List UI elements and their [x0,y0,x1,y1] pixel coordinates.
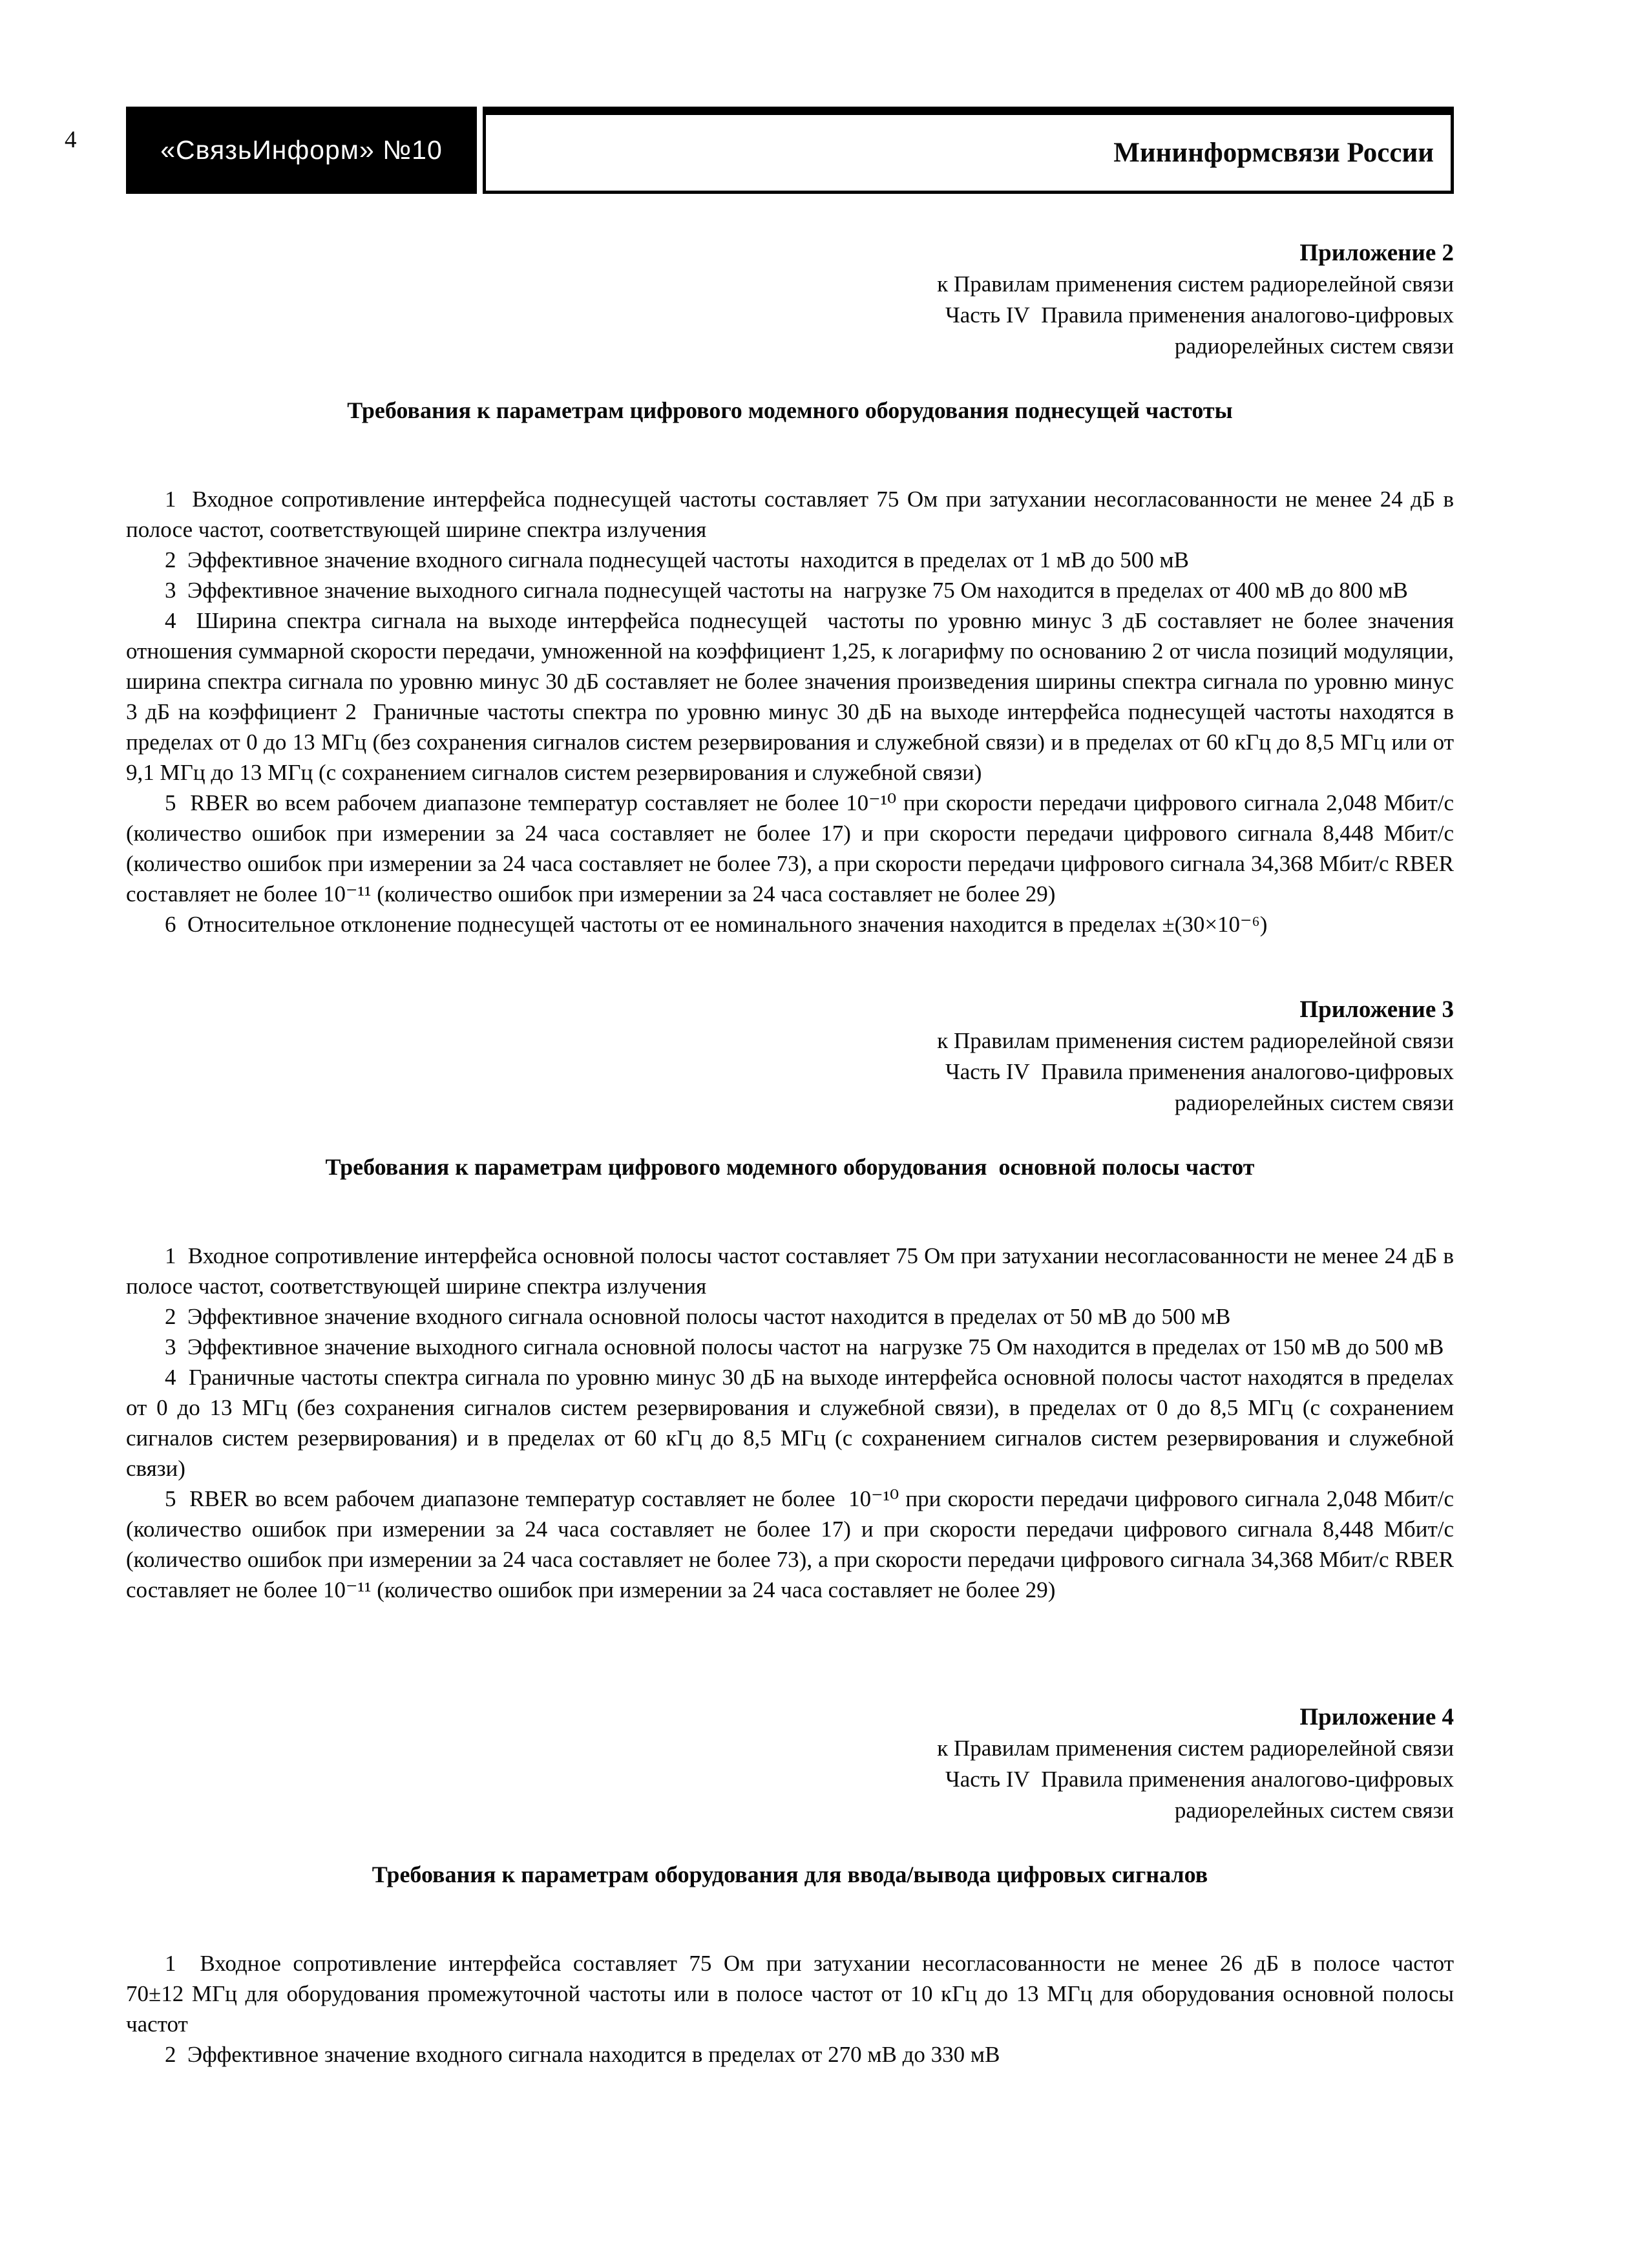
appendix-ref-line: к Правилам применения систем радиорелейной связи [937,271,1454,297]
appendix-ref-line: к Правилам применения систем радиорелейной связи [937,1736,1454,1761]
paragraph: 5 RBER во всем рабочем диапазоне температур составляет не более 10⁻¹⁰ при скорости передачи цифрового сигнала 2,048 Мбит/с (количество ошибок при измерении за 24 часа составляет не более 17) и при скорости передачи цифрового сигнала 8,448 Мбит/с (количество ошибок при измерении за 24 часа составляет не более 73), а при скорости передачи цифрового сигнала 34,368 Мбит/с RBER составляет не более 10⁻¹¹ (количество ошибок при измерении за 24 часа составляет не более 29) [126,790,1454,907]
page-header [126,107,1454,194]
appendix-title: Требования к параметрам цифрового модемного оборудования поднесущей частоты [347,397,1233,423]
appendix-ref-line: Часть IV Правила применения аналогово-цифровых [945,302,1454,328]
appendix-2 [126,238,1454,940]
journal-badge [126,107,477,194]
paragraph: 2 Эффективное значение входного сигнала основной полосы частот находится в пределах от 50 мВ до 500 мВ [165,1304,1231,1329]
appendix-ref-line: радиорелейных систем связи [1174,1090,1454,1115]
paragraph: 5 RBER во всем рабочем диапазоне температур составляет не более 10⁻¹⁰ при скорости передачи цифрового сигнала 2,048 Мбит/с (количество ошибок при измерении за 24 часа составляет не более 17) и при скорости передачи цифрового сигнала 8,448 Мбит/с (количество ошибок при измерении за 24 часа составляет не более 73), а при скорости передачи цифрового сигнала 34,368 Мбит/с RBER составляет не более 10⁻¹¹ (количество ошибок при измерении за 24 часа составляет не более 29) [126,1486,1454,1602]
appendix-ref-line: Часть IV Правила применения аналогово-цифровых [945,1059,1454,1084]
appendix-ref-line: к Правилам применения систем радиорелейной связи [937,1028,1454,1053]
appendix-ref-line: Часть IV Правила применения аналогово-цифровых [945,1767,1454,1792]
ministry-title: Мининформсвязи России [1113,138,1434,168]
appendix-title: Требования к параметрам оборудования для ввода/вывода цифровых сигналов [372,1862,1208,1887]
appendix-ref-line: радиорелейных систем связи [1174,1798,1454,1823]
paragraph: 4 Ширина спектра сигнала на выходе интерфейса поднесущей частоты по уровню минус 3 дБ составляет не более значения отношения суммарной скорости передачи, умноженной на коэффициент 1,25, к логарифму по основанию 2 от числа позиций модуляции, ширина спектра сигнала по уровню минус 30 дБ составляет не более значения произведения ширины спектра сигнала по уровню минус 3 дБ на коэффициент 2 Граничные частоты спектра по уровню минус 30 дБ на выходе интерфейса поднесущей частоты находятся в пределах от 0 до 13 МГц (без сохранения сигналов систем резервирования и служебной связи) и в пределах от 60 кГц до 8,5 МГц или от 9,1 МГц до 13 МГц (с сохранением сигналов систем резервирования и служебной связи) [126,608,1454,785]
paragraph: 1 Входное сопротивление интерфейса поднесущей частоты составляет 75 Ом при затухании несогласованности не менее 24 дБ в полосе частот, соответствующей ширине спектра излучения [126,487,1454,542]
appendix-4 [126,1702,1454,2070]
ministry-banner [483,107,1454,194]
paragraph: 1 Входное сопротивление интерфейса составляет 75 Ом при затухании несогласованности не менее 26 дБ в полосе частот 70±12 МГц для оборудования промежуточной частоты или в полосе частот от 10 кГц до 13 МГц для оборудования основной полосы частот [126,1951,1454,2037]
appendix-3 [126,994,1454,1605]
paragraph: 2 Эффективное значение входного сигнала поднесущей частоты находится в пределах от 1 мВ до 500 мВ [165,547,1189,572]
paragraph: 6 Относительное отклонение поднесущей частоты от ее номинального значения находится в пределах ±(30×10⁻⁶) [165,912,1268,937]
journal-title: «СвязьИнформ» №10 [160,135,443,165]
paragraph: 1 Входное сопротивление интерфейса основной полосы частот составляет 75 Ом при затухании несогласованности не менее 24 дБ в полосе частот, соответствующей ширине спектра излучения [126,1243,1454,1299]
paragraph: 3 Эффективное значение выходного сигнала основной полосы частот на нагрузке 75 Ом находится в пределах от 150 мВ до 500 мВ [165,1334,1444,1360]
appendix-label: Приложение 3 [1299,996,1454,1023]
paragraph: 4 Граничные частоты спектра сигнала по уровню минус 30 дБ на выходе интерфейса основной полосы частот находятся в пределах от 0 до 13 МГц (без сохранения сигналов систем резервирования и служебной связи), в пределах от 0 до 8,5 МГц (с сохранением сигналов систем резервирования) и в пределах от 60 кГц до 8,5 МГц (с сохранением сигналов систем резервирования и служебной связи) [126,1365,1454,1481]
paragraph: 2 Эффективное значение входного сигнала находится в пределах от 270 мВ до 330 мВ [165,2042,1000,2067]
page-number: 4 [65,127,77,153]
appendix-label: Приложение 4 [1299,1704,1454,1730]
appendix-title: Требования к параметрам цифрового модемного оборудования основной полосы частот [325,1154,1255,1180]
paragraph: 3 Эффективное значение выходного сигнала поднесущей частоты на нагрузке 75 Ом находится в пределах от 400 мВ до 800 мВ [165,578,1408,603]
appendix-label: Приложение 2 [1299,240,1454,266]
appendix-ref-line: радиорелейных систем связи [1174,333,1454,359]
